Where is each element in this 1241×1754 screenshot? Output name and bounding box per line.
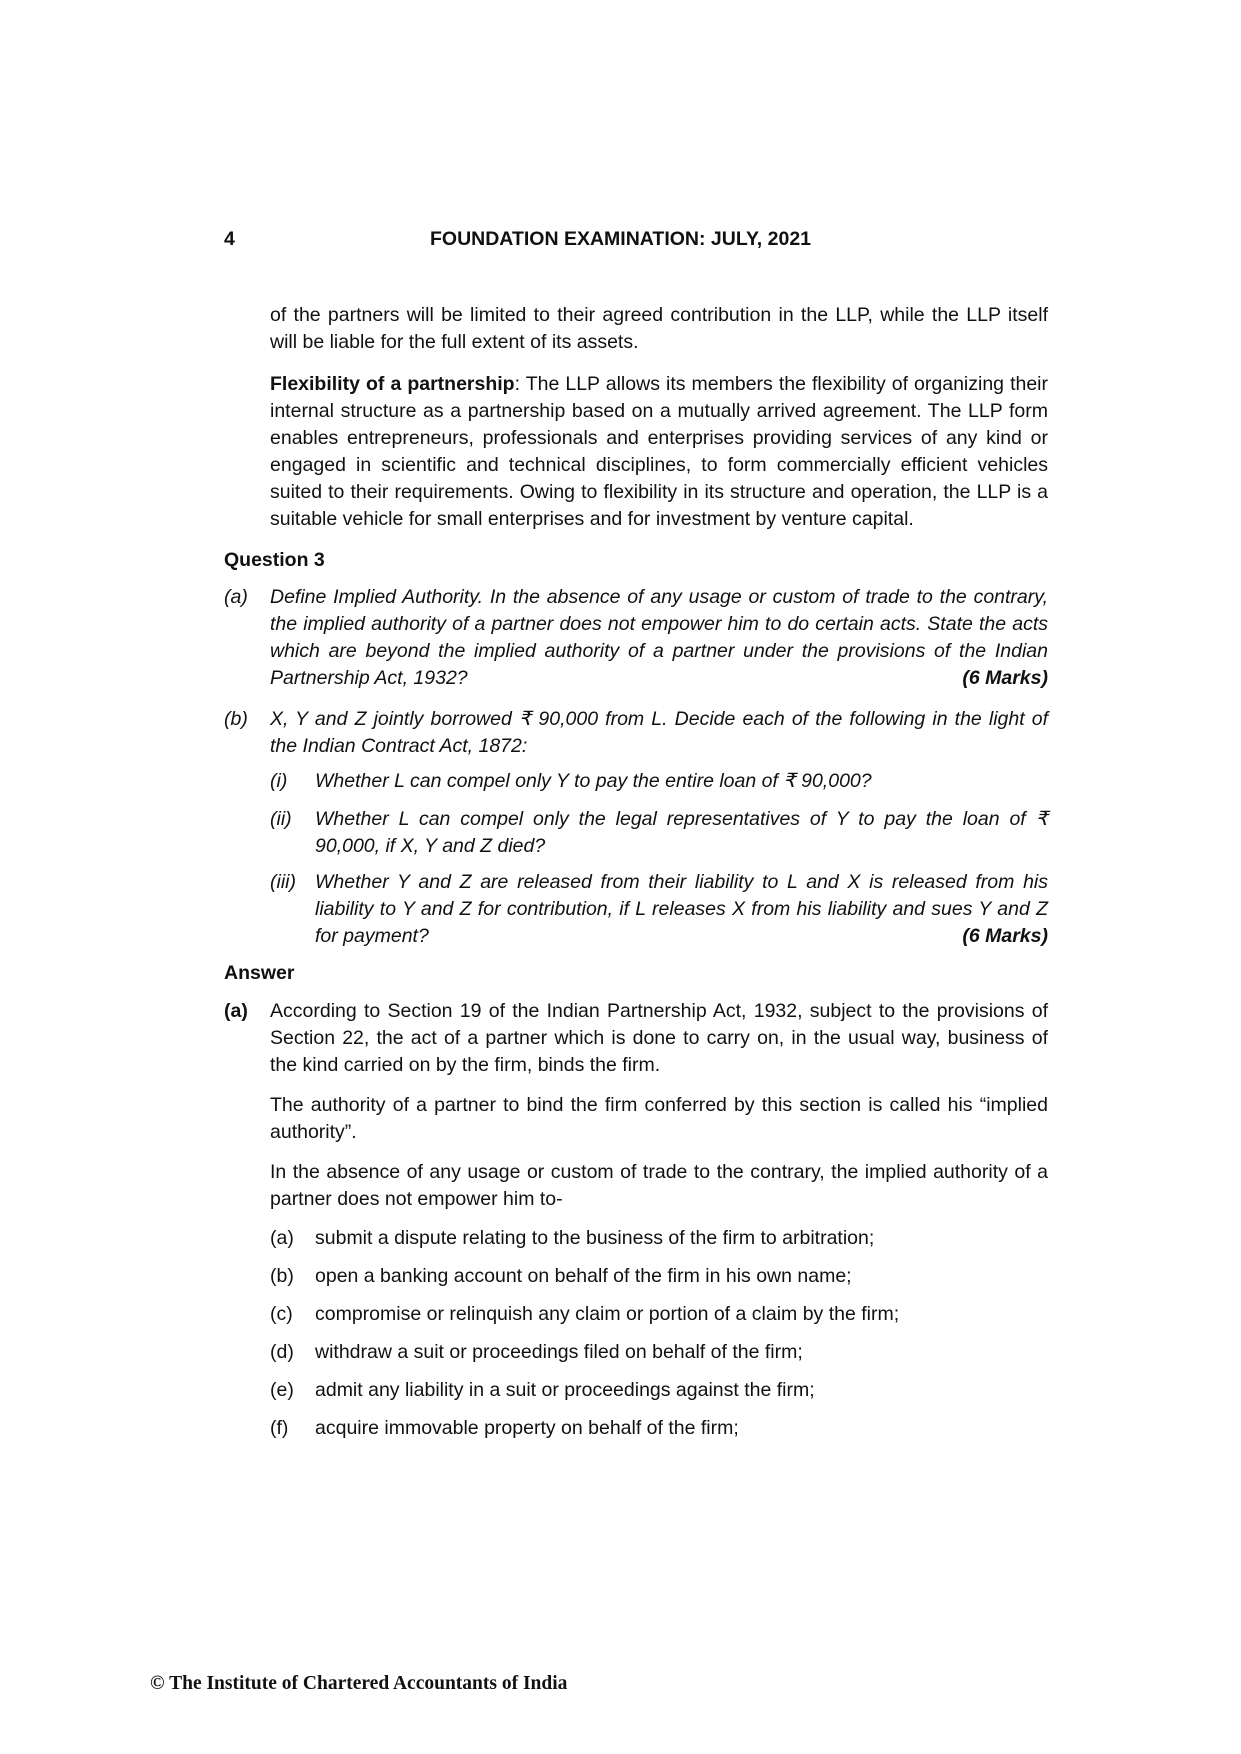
intro-paragraph-1: of the partners will be limited to their agreed contribution in the LLP, while the LLP itself will be liable for the full extent of its assets. [270,304,1048,353]
list-item-label: (c) [270,1303,293,1325]
question-b-item [270,806,1048,860]
flexibility-term: Flexibility of a partnership [270,373,515,395]
list-item-label: (b) [270,1265,294,1287]
question-part-b-marks: (6 Marks) [962,925,1048,947]
question-part-a [224,584,1048,692]
list-item-text: withdraw a suit or proceedings filed on behalf of the firm; [315,1341,803,1363]
list-item-text: compromise or relinquish any claim or portion of a claim by the firm; [315,1303,900,1325]
question-part-b-text: X, Y and Z jointly borrowed ₹ 90,000 from L. Decide each of the following in the light of the Indian Contract Act, 1872: [270,708,1048,757]
list-item [270,1301,1048,1328]
list-item-text: admit any liability in a suit or proceedings against the firm; [315,1379,815,1401]
question-part-a-label: (a) [224,586,248,608]
question-b-item-text: Whether L can compel only the legal representatives of Y to pay the loan of ₹ 90,000, if X, Y and Z died? [315,808,1048,857]
list-item-text: open a banking account on behalf of the firm in his own name; [315,1265,852,1287]
question-part-b [224,706,1048,760]
page-title: FOUNDATION EXAMINATION: JULY, 2021 [429,228,812,250]
list-item [270,1225,1048,1252]
copyright-footer: © The Institute of Chartered Accountants of India [150,1673,568,1694]
question-part-b-label: (b) [224,708,248,730]
question-b-item [270,869,1048,950]
list-item [270,1263,1048,1290]
answer-part-a-paragraph-3: In the absence of any usage or custom of trade to the contrary, the implied authority of a partner does not empower him to- [270,1161,1048,1210]
answer-part-a [224,998,1048,1079]
question-heading: Question 3 [224,549,325,571]
page-number: 4 [224,228,235,250]
answer-part-a-label: (a) [224,1000,248,1022]
list-item-text: submit a dispute relating to the business of the firm to arbitration; [315,1227,875,1249]
question-b-item-label: (i) [270,770,288,792]
list-item-label: (d) [270,1341,294,1363]
question-b-item-label: (iii) [270,871,296,893]
list-item [270,1415,1048,1442]
question-b-item-label: (ii) [270,808,292,830]
list-item-label: (a) [270,1227,294,1249]
intro-paragraph-2 [270,371,1048,533]
question-b-item-text: Whether Y and Z are released from their liability to L and X is released from his liability to Y and Z for contribution, if L releases X from his liability and sues Y and Z for payment? [315,871,1048,947]
list-item-label: (f) [270,1417,289,1439]
answer-part-a-paragraph-2: The authority of a partner to bind the firm conferred by this section is called his “implied authority”. [270,1094,1048,1143]
list-item-label: (e) [270,1379,294,1401]
list-item [270,1339,1048,1366]
list-item [270,1377,1048,1404]
flexibility-description: : The LLP allows its members the flexibility of organizing their internal structure as a partnership based on a mutually arrived agreement. The LLP form enables entrepreneurs, professionals and enterprises providing services of any kind or engaged in scientific and technical disciplines, to form commercially efficient vehicles suited to their requirements. Owing to flexibility in its structure and operation, the LLP is a suitable vehicle for small enterprises and for investment by venture capital. [270,373,1049,530]
list-item-text: acquire immovable property on behalf of the firm; [315,1417,739,1439]
answer-heading: Answer [224,962,295,984]
answer-part-a-paragraph-1: According to Section 19 of the Indian Partnership Act, 1932, subject to the provisions of Section 22, the act of a partner which is done to carry on, in the usual way, business of the kind carried on by the firm, binds the firm. [270,1000,1048,1076]
question-b-item [270,768,1048,795]
question-part-a-text: Define Implied Authority. In the absence of any usage or custom of trade to the contrary, the implied authority of a partner does not empower him to do certain acts. State the acts which are beyond the implied authority of a partner under the provisions of the Indian Partnership Act, 1932? [270,586,1048,689]
question-part-a-marks: (6 Marks) [962,667,1048,689]
question-b-item-text: Whether L can compel only Y to pay the entire loan of ₹ 90,000? [315,770,872,792]
